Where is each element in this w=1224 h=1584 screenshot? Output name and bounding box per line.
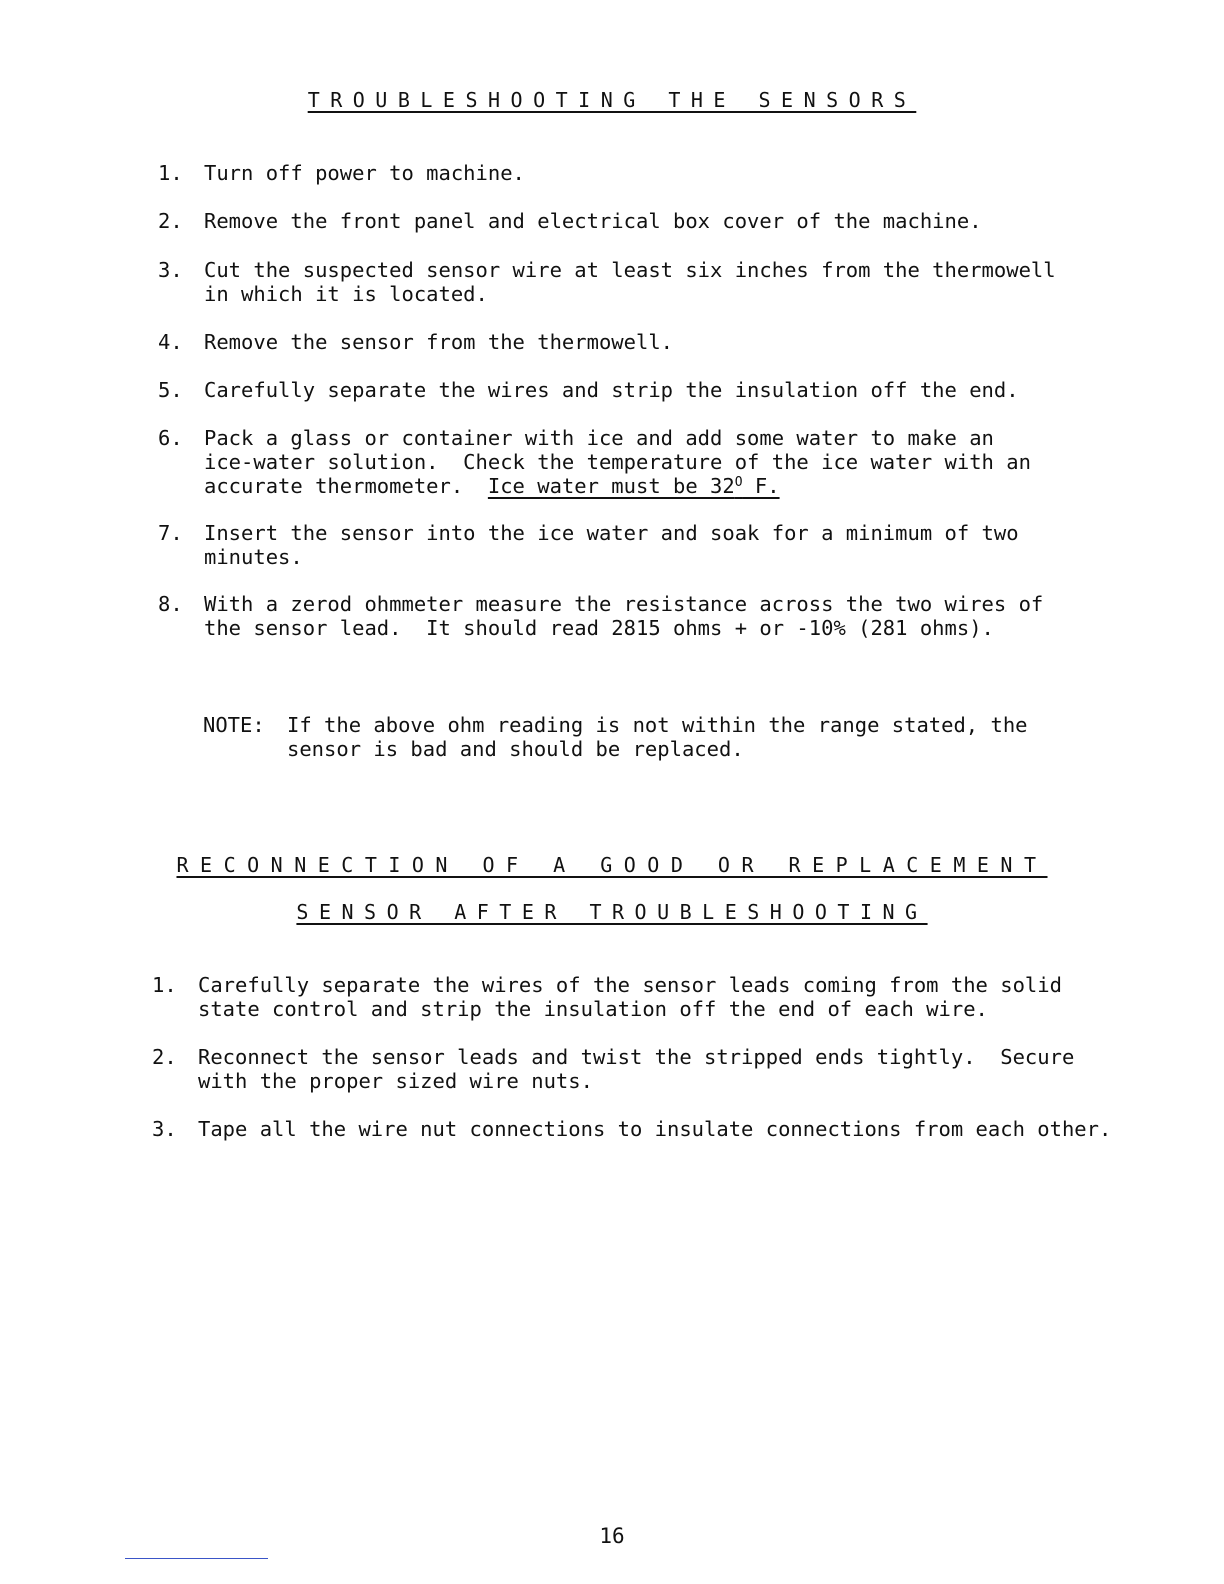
step-text: the sensor lead. It should read 2815 ohms + or -10% (281 ohms).: [204, 616, 994, 640]
step-text: Pack a glass or container with ice and add some water to make an: [204, 426, 994, 450]
step-text: Remove the sensor from the thermowell.: [204, 330, 673, 354]
step-text: Carefully separate the wires of the sensor leads coming from the solid: [198, 973, 1062, 997]
emphasis-main: Ice water must be 32: [487, 474, 735, 498]
step-text: Tape all the wire nut connections to insulate connections from each other.: [198, 1117, 1112, 1141]
step-text: accurate thermometer.: [204, 474, 488, 498]
step-number: 1.: [152, 973, 177, 997]
step-number: 2.: [152, 1045, 177, 1069]
step-number: 1.: [158, 161, 183, 185]
step-text: with the proper sized wire nuts.: [198, 1069, 593, 1093]
step-text: Cut the suspected sensor wire at least six inches from the thermowell: [204, 258, 1056, 282]
step-text: ice-water solution. Check the temperature of the ice water with an: [204, 450, 1031, 474]
step-text: Carefully separate the wires and strip the insulation off the end.: [204, 378, 1019, 402]
page-number: 16: [599, 1524, 625, 1548]
step-text: Insert the sensor into the ice water and soak for a minimum of two: [204, 521, 1019, 545]
emphasis-tail: F.: [742, 474, 780, 498]
note-text: If the above ohm reading is not within the range stated, the: [287, 713, 1028, 737]
step-number: 3.: [158, 258, 183, 282]
step-text: Reconnect the sensor leads and twist the stripped ends tightly. Secure: [198, 1045, 1075, 1069]
step-number: 2.: [158, 209, 183, 233]
step-number: 3.: [152, 1117, 177, 1141]
emphasis-text: [488, 474, 780, 498]
step-text: Turn off power to machine.: [204, 161, 525, 185]
step-text: in which it is located.: [204, 282, 488, 306]
footer-rule: [125, 1558, 268, 1559]
note-text: sensor is bad and should be replaced.: [287, 737, 744, 761]
step-number: 4.: [158, 330, 183, 354]
section-title-reconnection: RECONNECTION OF A GOOD OR REPLACEMENT: [176, 853, 1048, 877]
step-number: 7.: [158, 521, 183, 545]
section-title-troubleshooting: TROUBLESHOOTING THE SENSORS: [307, 88, 917, 112]
step-text: With a zerod ohmmeter measure the resistance across the two wires of: [204, 592, 1044, 616]
section-subtitle-reconnection: SENSOR AFTER TROUBLESHOOTING: [296, 900, 928, 924]
step-number: 5.: [158, 378, 183, 402]
step-text: minutes.: [204, 545, 303, 569]
step-text: state control and strip the insulation off the end of each wire.: [198, 997, 988, 1021]
step-number: 6.: [158, 426, 183, 450]
step-text: Remove the front panel and electrical box cover of the machine.: [204, 209, 982, 233]
note-label: NOTE:: [203, 713, 265, 737]
step-number: 8.: [158, 592, 183, 616]
step-text-line: [204, 474, 780, 498]
degree-symbol: O: [734, 475, 743, 490]
